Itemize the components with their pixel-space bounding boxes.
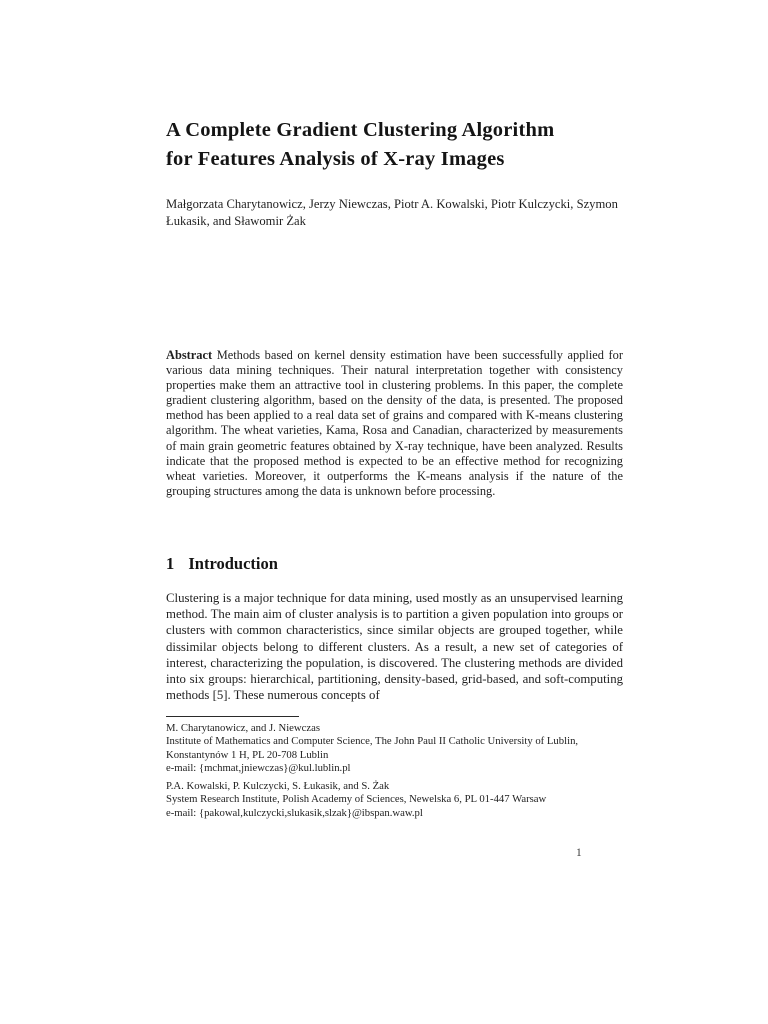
footnote-affiliation: System Research Institute, Polish Academy of Sciences, Newelska 6, PL 01-447 Warsaw: [166, 793, 547, 806]
footnote-rule: [166, 716, 299, 717]
page-number: 1: [576, 847, 582, 859]
footnote-authors: M. Charytanowicz, and J. Niewczas: [166, 722, 321, 734]
author-list: Małgorzata Charytanowicz, Jerzy Niewczas, Piotr A. Kowalski, Piotr Kulczycki, Szymon Łukasik, and Sławomir Żak: [166, 197, 618, 228]
section-title: Introduction: [188, 554, 278, 573]
footnote-email: e-mail: {pakowal,kulczycki,slukasik,slzak}@ibspan.waw.pl: [166, 806, 423, 819]
abstract: [166, 348, 623, 499]
paper-title: [166, 116, 623, 174]
footnote-block-2: [166, 780, 623, 820]
section-heading-introduction: [166, 554, 623, 574]
abstract-label: Abstract: [166, 348, 213, 362]
paper-title-line-1: A Complete Gradient Clustering Algorithm: [166, 119, 555, 141]
section-number: 1: [166, 554, 175, 573]
footnote-block-1: [166, 722, 623, 775]
introduction-paragraph: Clustering is a major technique for data mining, used mostly as an unsupervised learning method. The main aim of cluster analysis is to partition a given population into groups or clusters with common characteristics, since similar objects are grouped together, while dissimilar objects belong to different clusters. As a result, a new set of categories of interest, characterizing the population, is discovered. The clustering methods are divided into six groups: hierarchical, partitioning, density-based, grid-based, and soft-computing methods [5]. These numerous concepts of: [166, 591, 623, 703]
footnote-affiliation: Institute of Mathematics and Computer Science, The John Paul II Catholic University of Lublin, Konstantynów 1 H, PL 20-708 Lublin: [166, 735, 579, 761]
paper-title-line-2: for Features Analysis of X-ray Images: [166, 148, 505, 170]
footnote-authors: P.A. Kowalski, P. Kulczycki, S. Łukasik, and S. Żak: [166, 780, 390, 792]
footnote-email: e-mail: {mchmat,jniewczas}@kul.lublin.pl: [166, 761, 351, 774]
abstract-text: Methods based on kernel density estimation have been successfully applied for various data mining techniques. Their natural interpretation together with consistency properties make them an attractive tool in clustering problems. In this paper, the complete gradient clustering algorithm, based on the density of the data, is presented. The proposed method has been applied to a real data set of grains and compared with K-means clustering algorithm. The wheat varieties, Kama, Rosa and Canadian, characterized by measurements of main grain geometric features obtained by X-ray technique, have been analyzed. Results indicate that the proposed method is expected to be an effective method for recognizing wheat varieties. Moreover, it outperforms the K-means analysis if the nature of the grouping structures among the data is unknown before processing.: [166, 348, 623, 498]
